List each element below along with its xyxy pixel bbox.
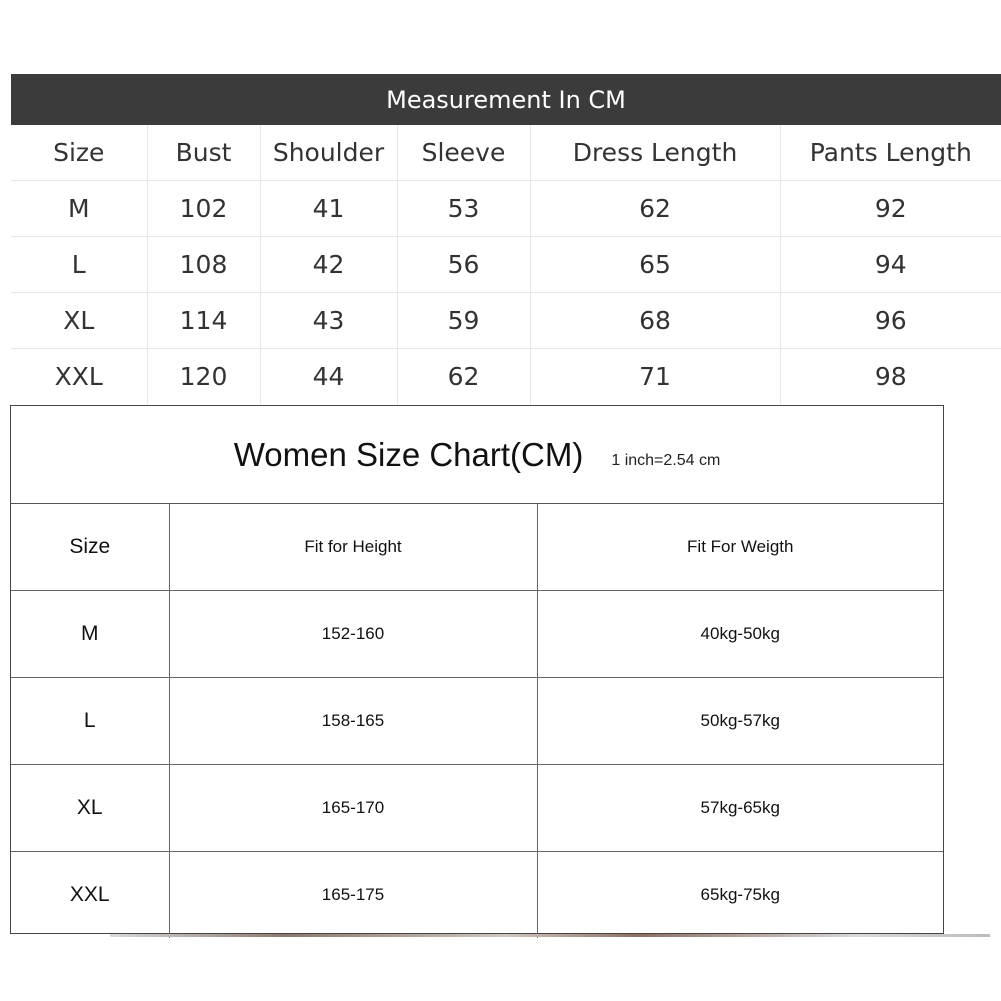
table-row — [11, 678, 943, 765]
table-cell: L — [11, 237, 147, 293]
table-cell: 53 — [397, 181, 530, 237]
table-cell: 42 — [260, 237, 397, 293]
table-cell: M — [11, 181, 147, 237]
table-cell: 62 — [397, 349, 530, 405]
table-cell: 158-165 — [169, 678, 537, 765]
table-cell: XXL — [11, 349, 147, 405]
table-cell: 114 — [147, 293, 260, 349]
header-cell: Sleeve — [397, 125, 530, 181]
table-row — [11, 293, 1001, 349]
table-cell: 65kg-75kg — [700, 885, 780, 904]
table-cell: 120 — [147, 349, 260, 405]
table-cell: XL — [11, 765, 169, 852]
header-cell: Fit for Height — [169, 504, 537, 591]
table-cell: 57kg-65kg — [537, 765, 943, 852]
measurement-table — [11, 74, 1001, 404]
inch-conversion-note: 1 inch=2.54 cm — [611, 451, 721, 469]
table-cell: XXL — [11, 852, 169, 939]
table-cell: 96 — [780, 293, 1001, 349]
measurement-grid — [11, 125, 1001, 404]
header-cell: Shoulder — [260, 125, 397, 181]
table-row — [11, 591, 943, 678]
women-size-chart — [10, 405, 944, 934]
header-cell: Dress Length — [530, 125, 780, 181]
table-cell: 102 — [147, 181, 260, 237]
table-cell: 50kg-57kg — [537, 678, 943, 765]
table-cell: 56 — [397, 237, 530, 293]
table-cell: 62 — [530, 181, 780, 237]
photo-edge-strip — [110, 934, 990, 937]
table-row — [11, 765, 943, 852]
table-cell: 71 — [530, 349, 780, 405]
table-cell: 165-170 — [169, 765, 537, 852]
header-cell: Size — [11, 504, 169, 591]
header-cell: Size — [11, 125, 147, 181]
table-cell: 44 — [260, 349, 397, 405]
header-cell: Bust — [147, 125, 260, 181]
table-cell: 165-175 — [169, 852, 537, 939]
table-cell: 92 — [780, 181, 1001, 237]
table-cell: M — [11, 591, 169, 678]
measurement-table-title: Measurement In CM — [11, 74, 1001, 125]
table-cell: 59 — [397, 293, 530, 349]
table-row — [11, 237, 1001, 293]
table-cell: 152-160 — [169, 591, 537, 678]
table-cell: 108 — [147, 237, 260, 293]
table-cell: 65 — [530, 237, 780, 293]
header-cell: Fit For Weigth — [537, 504, 943, 591]
table-cell: 43 — [260, 293, 397, 349]
women-chart-title-bar — [11, 406, 943, 504]
table-row — [11, 181, 1001, 237]
table-cell: 68 — [530, 293, 780, 349]
women-chart-title: Women Size Chart(CM) — [233, 435, 584, 473]
table-cell: XL — [11, 293, 147, 349]
table-cell: L — [11, 678, 169, 765]
table-cell: 94 — [780, 237, 1001, 293]
table-row — [11, 852, 943, 939]
women-header-row — [11, 504, 943, 591]
header-cell: Pants Length — [780, 125, 1001, 181]
table-cell: 41 — [260, 181, 397, 237]
measurement-header-row — [11, 125, 1001, 181]
women-size-grid — [11, 504, 943, 938]
table-cell: 40kg-50kg — [537, 591, 943, 678]
table-cell: 98 — [874, 362, 907, 391]
table-row — [11, 349, 1001, 405]
